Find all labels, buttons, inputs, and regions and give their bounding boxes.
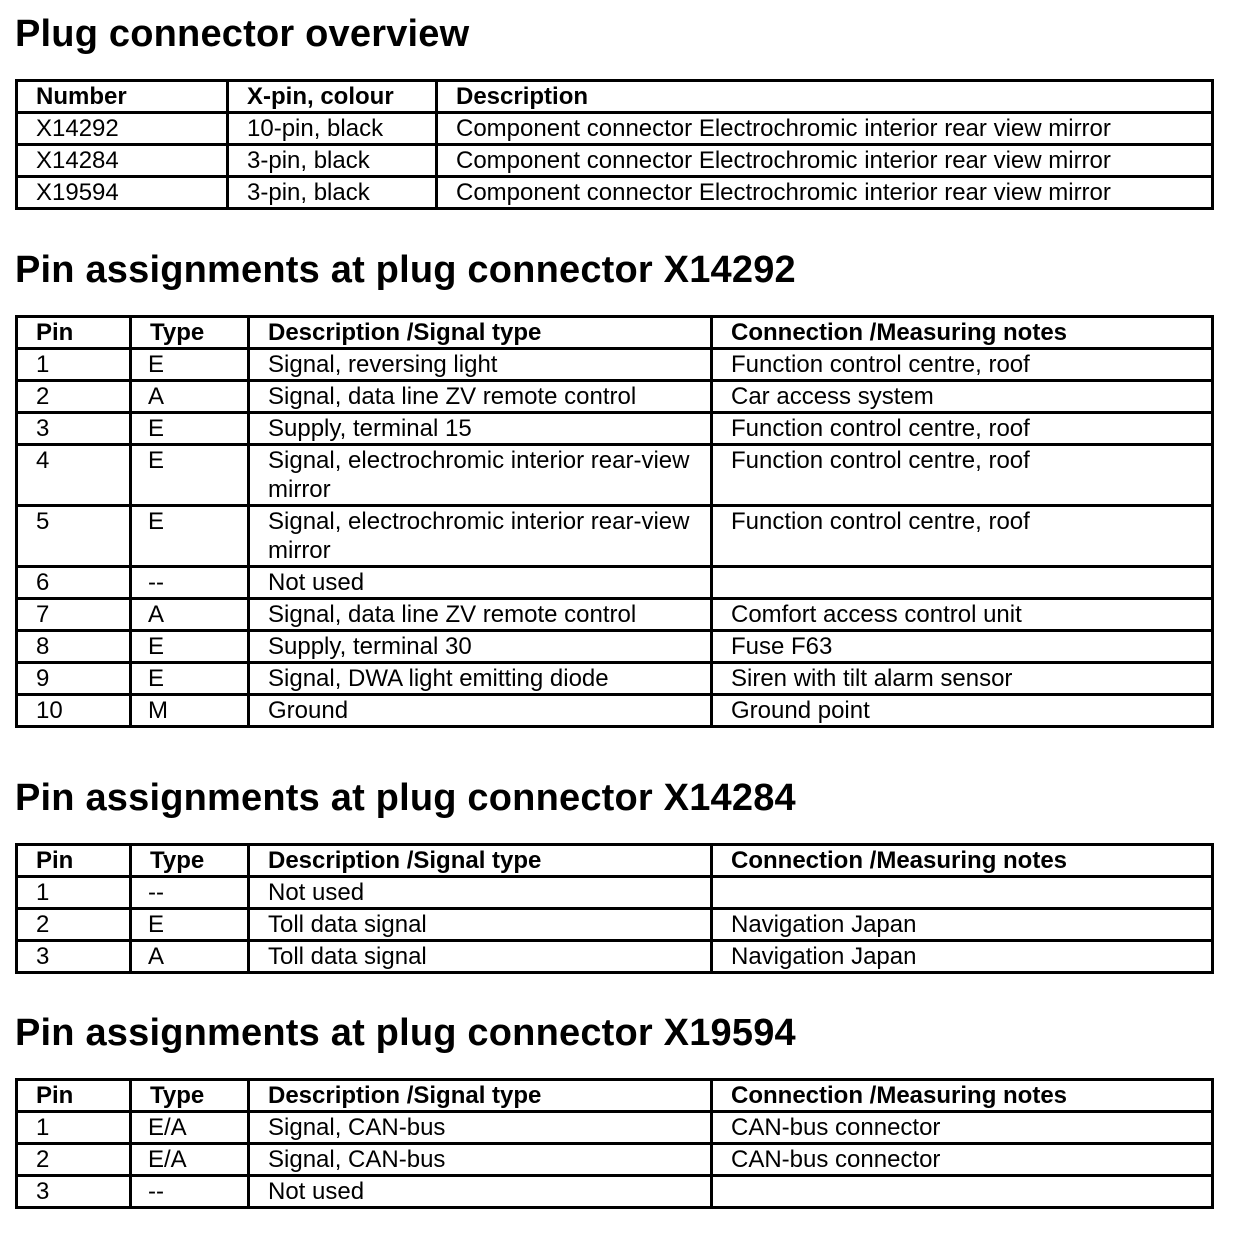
pin-type: E bbox=[131, 349, 249, 381]
col-header-type: Type bbox=[131, 845, 249, 877]
pin-type: E bbox=[131, 506, 249, 567]
table-row bbox=[17, 631, 1213, 663]
pin-type: E bbox=[131, 631, 249, 663]
overview-table bbox=[15, 79, 1214, 210]
table-header-row bbox=[17, 81, 1213, 113]
pin-number: 3 bbox=[17, 941, 131, 973]
table-row bbox=[17, 113, 1213, 145]
pin-connection: CAN-bus connector bbox=[712, 1112, 1213, 1144]
table-row bbox=[17, 909, 1213, 941]
pin-description: Signal, DWA light emitting diode bbox=[249, 663, 712, 695]
pin-description: Not used bbox=[249, 567, 712, 599]
pin-description: Ground bbox=[249, 695, 712, 727]
pin-description: Supply, terminal 30 bbox=[249, 631, 712, 663]
pin-number: 1 bbox=[17, 349, 131, 381]
table-row bbox=[17, 695, 1213, 727]
pin-number: 3 bbox=[17, 1176, 131, 1208]
pin-number: 9 bbox=[17, 663, 131, 695]
pin-connection: Function control centre, roof bbox=[712, 413, 1213, 445]
col-header-description: Description /Signal type bbox=[249, 845, 712, 877]
table-row bbox=[17, 663, 1213, 695]
table-row bbox=[17, 506, 1213, 567]
table-row bbox=[17, 445, 1213, 506]
pin-description: Supply, terminal 15 bbox=[249, 413, 712, 445]
pin-description: Signal, data line ZV remote control bbox=[249, 599, 712, 631]
pin-description: Signal, CAN-bus bbox=[249, 1112, 712, 1144]
pin-connection: Ground point bbox=[712, 695, 1213, 727]
connector-pins: 3-pin, black bbox=[228, 177, 437, 209]
pin-description: Signal, CAN-bus bbox=[249, 1144, 712, 1176]
pin-connection: Function control centre, roof bbox=[712, 506, 1213, 567]
col-header-connection: Connection /Measuring notes bbox=[712, 317, 1213, 349]
connector-number: X14284 bbox=[17, 145, 228, 177]
col-header-xpin-colour: X-pin, colour bbox=[228, 81, 437, 113]
col-header-pin: Pin bbox=[17, 845, 131, 877]
pin-connection: Navigation Japan bbox=[712, 909, 1213, 941]
table-row bbox=[17, 1112, 1213, 1144]
pin-connection: Fuse F63 bbox=[712, 631, 1213, 663]
table-row bbox=[17, 413, 1213, 445]
x14292-title: Pin assignments at plug connector X14292 bbox=[15, 249, 796, 291]
pin-number: 4 bbox=[17, 445, 131, 506]
col-header-pin: Pin bbox=[17, 1080, 131, 1112]
table-row bbox=[17, 381, 1213, 413]
pin-description: Signal, electrochromic interior rear-view mirror bbox=[249, 445, 712, 506]
col-header-connection: Connection /Measuring notes bbox=[712, 845, 1213, 877]
col-header-pin: Pin bbox=[17, 317, 131, 349]
pin-connection: Function control centre, roof bbox=[712, 445, 1213, 506]
connector-number: X19594 bbox=[17, 177, 228, 209]
pin-type: E/A bbox=[131, 1144, 249, 1176]
pin-type: -- bbox=[131, 1176, 249, 1208]
pin-connection: Function control centre, roof bbox=[712, 349, 1213, 381]
pin-type: E bbox=[131, 909, 249, 941]
x14284-title: Pin assignments at plug connector X14284 bbox=[15, 777, 796, 819]
pin-connection: CAN-bus connector bbox=[712, 1144, 1213, 1176]
pin-connection: Navigation Japan bbox=[712, 941, 1213, 973]
pin-number: 5 bbox=[17, 506, 131, 567]
table-row bbox=[17, 877, 1213, 909]
table-header-row bbox=[17, 317, 1213, 349]
pin-connection: Car access system bbox=[712, 381, 1213, 413]
x14284-pin-table bbox=[15, 843, 1214, 974]
col-header-description: Description bbox=[437, 81, 1213, 113]
pin-number: 1 bbox=[17, 877, 131, 909]
pin-description: Signal, reversing light bbox=[249, 349, 712, 381]
pin-description: Not used bbox=[249, 877, 712, 909]
pin-type: A bbox=[131, 381, 249, 413]
pin-type: -- bbox=[131, 567, 249, 599]
pin-number: 8 bbox=[17, 631, 131, 663]
pin-description: Signal, electrochromic interior rear-view mirror bbox=[249, 506, 712, 567]
pin-type: A bbox=[131, 941, 249, 973]
pin-connection bbox=[712, 1176, 1213, 1208]
col-header-type: Type bbox=[131, 317, 249, 349]
pin-type: A bbox=[131, 599, 249, 631]
col-header-connection: Connection /Measuring notes bbox=[712, 1080, 1213, 1112]
pin-description: Not used bbox=[249, 1176, 712, 1208]
col-header-description: Description /Signal type bbox=[249, 1080, 712, 1112]
table-row bbox=[17, 599, 1213, 631]
x14292-pin-table bbox=[15, 315, 1214, 728]
table-row bbox=[17, 1144, 1213, 1176]
connector-description: Component connector Electrochromic interior rear view mirror bbox=[437, 113, 1213, 145]
overview-title: Plug connector overview bbox=[15, 13, 470, 55]
pin-number: 2 bbox=[17, 909, 131, 941]
col-header-description: Description /Signal type bbox=[249, 317, 712, 349]
connector-number: X14292 bbox=[17, 113, 228, 145]
connector-description: Component connector Electrochromic interior rear view mirror bbox=[437, 145, 1213, 177]
table-header-row bbox=[17, 1080, 1213, 1112]
pin-description: Toll data signal bbox=[249, 909, 712, 941]
pin-type: M bbox=[131, 695, 249, 727]
pin-number: 2 bbox=[17, 381, 131, 413]
col-header-number: Number bbox=[17, 81, 228, 113]
pin-type: E bbox=[131, 663, 249, 695]
x19594-title: Pin assignments at plug connector X19594 bbox=[15, 1012, 796, 1054]
pin-number: 7 bbox=[17, 599, 131, 631]
pin-type: E bbox=[131, 413, 249, 445]
connector-pins: 3-pin, black bbox=[228, 145, 437, 177]
table-row bbox=[17, 941, 1213, 973]
pin-connection bbox=[712, 877, 1213, 909]
pin-type: E bbox=[131, 445, 249, 506]
pin-description: Signal, data line ZV remote control bbox=[249, 381, 712, 413]
pin-connection bbox=[712, 567, 1213, 599]
pin-number: 10 bbox=[17, 695, 131, 727]
x19594-pin-table bbox=[15, 1078, 1214, 1209]
table-row bbox=[17, 567, 1213, 599]
pin-number: 2 bbox=[17, 1144, 131, 1176]
pin-connection: Comfort access control unit bbox=[712, 599, 1213, 631]
pin-number: 3 bbox=[17, 413, 131, 445]
table-header-row bbox=[17, 845, 1213, 877]
table-row bbox=[17, 145, 1213, 177]
pin-connection: Siren with tilt alarm sensor bbox=[712, 663, 1213, 695]
connector-pins: 10-pin, black bbox=[228, 113, 437, 145]
pin-type: -- bbox=[131, 877, 249, 909]
table-row bbox=[17, 349, 1213, 381]
pin-type: E/A bbox=[131, 1112, 249, 1144]
table-row bbox=[17, 177, 1213, 209]
col-header-type: Type bbox=[131, 1080, 249, 1112]
connector-description: Component connector Electrochromic interior rear view mirror bbox=[437, 177, 1213, 209]
table-row bbox=[17, 1176, 1213, 1208]
pin-description: Toll data signal bbox=[249, 941, 712, 973]
pin-number: 6 bbox=[17, 567, 131, 599]
pin-number: 1 bbox=[17, 1112, 131, 1144]
